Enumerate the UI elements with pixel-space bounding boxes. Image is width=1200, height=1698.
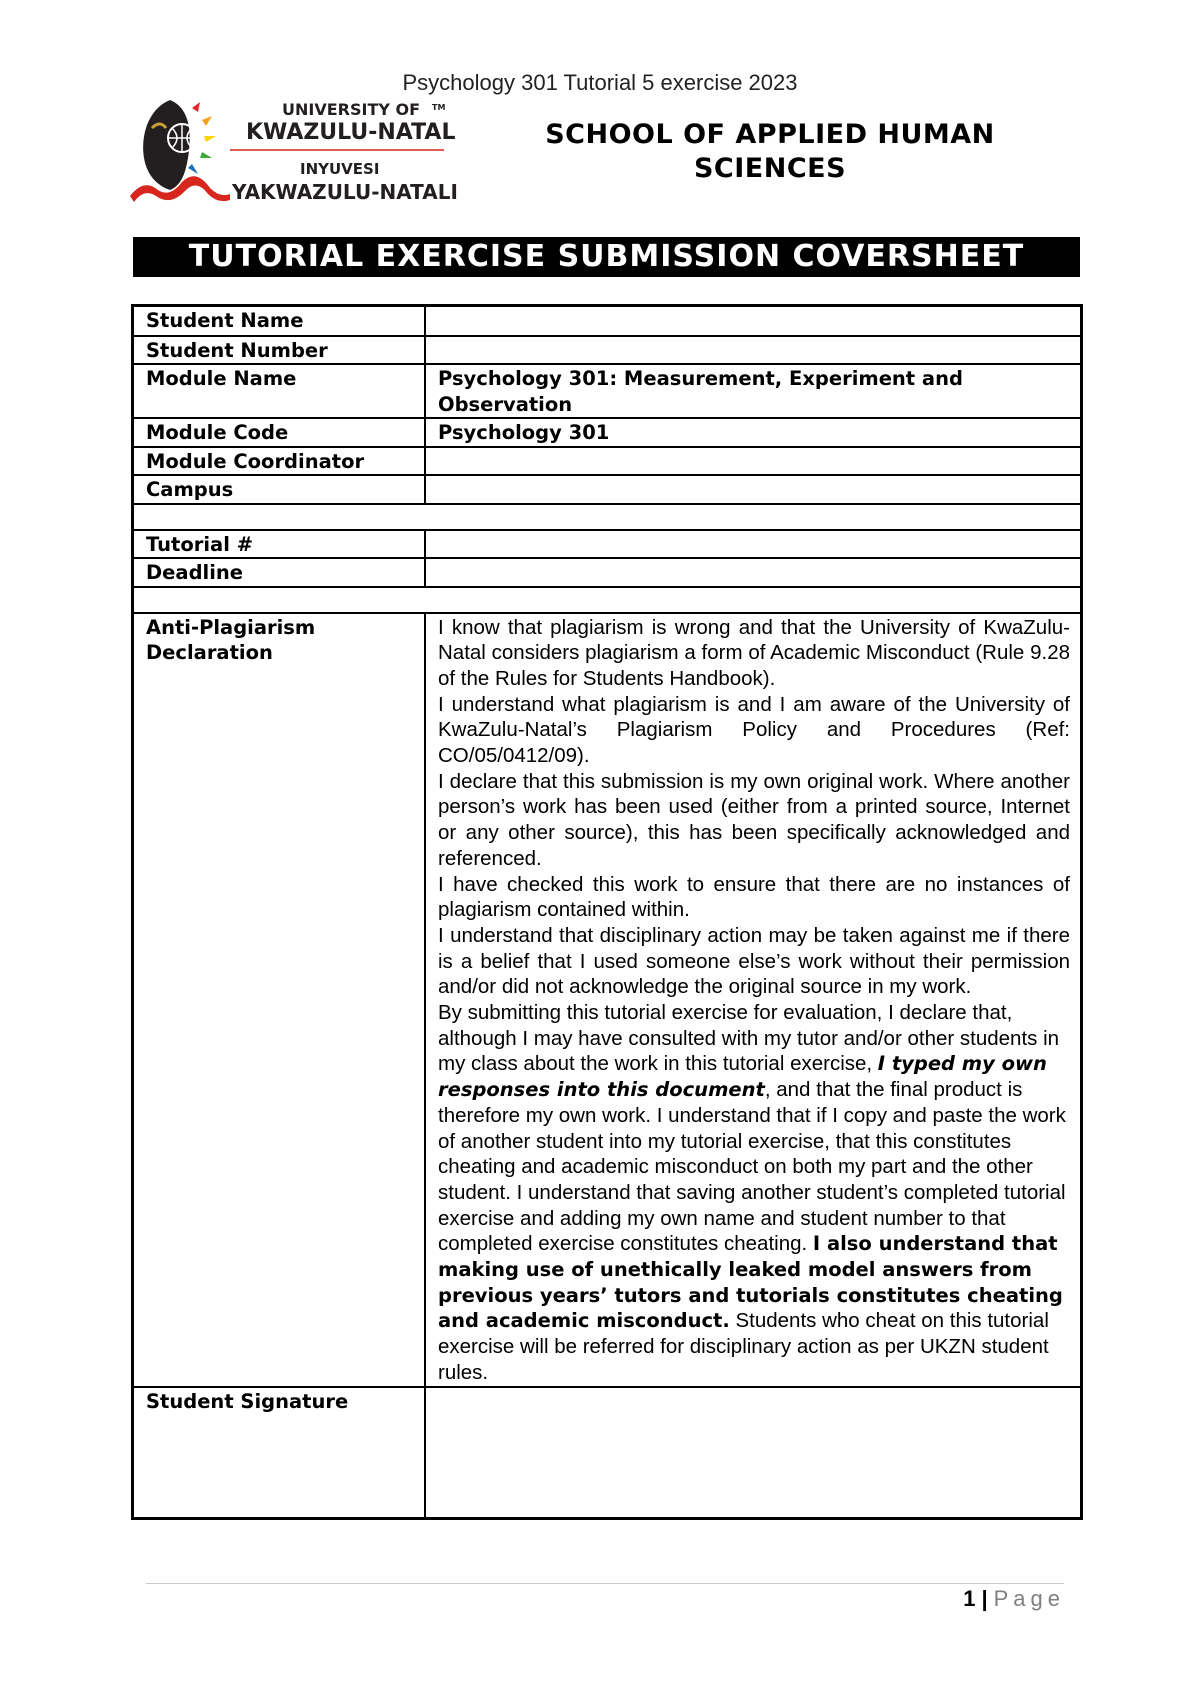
module-coordinator-label: Module Coordinator — [133, 447, 426, 476]
spacer-row — [133, 587, 1082, 613]
table-row — [133, 1387, 1082, 1519]
declaration-text-part: Students who cheat on this tutorial exercise will be referred for disciplinary action as per UKZN student rules. — [438, 1309, 1049, 1384]
declaration-emphasis-typed: I typed my own responses into this document — [438, 1052, 1047, 1102]
tutorial-number-label: Tutorial # — [133, 530, 426, 559]
table-row — [133, 587, 1082, 613]
table-row — [133, 447, 1082, 476]
table-row — [133, 613, 1082, 1387]
coversheet-form-table — [131, 304, 1083, 1520]
spacer-row — [133, 504, 1082, 530]
module-name-label: Module Name — [133, 364, 426, 418]
declaration-label: Anti-Plagiarism Declaration — [133, 613, 426, 1387]
declaration-text-part: By submitting this tutorial exercise for evaluation, I declare that, although I may have consulted with my tutor and/or other students in my class about the work in this tutorial exercise, — [438, 1001, 1060, 1076]
document-header-title: Psychology 301 Tutorial 5 exercise 2023 — [402, 70, 798, 95]
page-number — [900, 1584, 1065, 1614]
logo-text-university-of: UNIVERSITY OF — [282, 100, 421, 119]
campus-field[interactable] — [425, 475, 1082, 504]
table-row — [133, 530, 1082, 559]
declaration-emphasis-leaked: I also understand that making use of unethically leaked model answers from previous years’ tutors and tutorials constitutes cheating and academic misconduct. — [438, 1232, 1063, 1333]
module-code-label: Module Code — [133, 418, 426, 447]
ukzn-logo — [130, 98, 490, 210]
logo-text-inyuvesi: INYUVESI — [300, 160, 380, 178]
declaration-text-part: , and that the final product is therefore my own work. I understand that if I copy and paste the work of another student into my tutorial exercise, that this constitutes cheating and academic misconduct on both my part and the other student. I understand that saving another student’s completed tutorial exercise and adding my own name and student number to that completed exercise constitutes cheating. — [438, 1078, 1066, 1256]
declaration-paragraph-5: I understand that disciplinary action may be taken against me if there is a belief that I used someone else’s work without their permission and/or did not acknowledge the original source in my work. — [438, 923, 1070, 999]
page-label: Page — [993, 1586, 1065, 1611]
school-name-line1: SCHOOL OF APPLIED HUMAN — [545, 119, 995, 150]
declaration-text — [425, 613, 1082, 1387]
declaration-paragraph-3: I declare that this submission is my own original work. Where another person’s work has been used (either from a printed source, Internet or any other source), this has been specifically acknowledged and referenced. — [438, 769, 1070, 870]
school-name — [520, 118, 1020, 186]
student-number-field[interactable] — [425, 336, 1082, 365]
table-row — [133, 475, 1082, 504]
logo-text-kwazulu-natal: KWAZULU-NATAL — [246, 120, 456, 145]
student-number-label: Student Number — [133, 336, 426, 365]
deadline-label: Deadline — [133, 558, 426, 587]
student-signature-label: Student Signature — [133, 1387, 426, 1519]
tutorial-number-field[interactable] — [425, 530, 1082, 559]
coversheet-banner: TUTORIAL EXERCISE SUBMISSION COVERSHEET — [133, 237, 1080, 277]
page-separator: | — [981, 1586, 988, 1611]
table-row — [133, 558, 1082, 587]
student-name-label: Student Name — [133, 306, 426, 336]
table-row — [133, 306, 1082, 336]
module-name-value: Psychology 301: Measurement, Experiment and Observation — [425, 364, 1082, 418]
school-name-line2: SCIENCES — [693, 153, 847, 184]
table-row — [133, 504, 1082, 530]
module-code-value: Psychology 301 — [425, 418, 1082, 447]
declaration-paragraph-2: I understand what plagiarism is and I am aware of the University of KwaZulu-Natal’s Plagiarism Policy and Procedures (Ref: CO/05/0412/09). — [438, 692, 1070, 768]
deadline-field[interactable] — [425, 558, 1082, 587]
declaration-paragraph-1: I know that plagiarism is wrong and that the University of KwaZulu-Natal considers plagiarism a form of Academic Misconduct (Rule 9.28 of the Rules for Students Handbook). — [438, 615, 1070, 690]
page-number-value: 1 — [963, 1586, 976, 1611]
logo-text-yakwazulu-natali: YAKWAZULU-NATALI — [232, 180, 458, 204]
table-row — [133, 364, 1082, 418]
student-name-field[interactable] — [425, 306, 1082, 336]
declaration-paragraph-4: I have checked this work to ensure that there are no instances of plagiarism contained within. — [438, 872, 1070, 922]
table-row — [133, 336, 1082, 365]
logo-trademark: TM — [432, 103, 446, 112]
campus-label: Campus — [133, 475, 426, 504]
module-coordinator-field[interactable] — [425, 447, 1082, 476]
student-signature-field[interactable] — [425, 1387, 1082, 1519]
declaration-paragraph-6 — [438, 1000, 1070, 1386]
table-row — [133, 418, 1082, 447]
